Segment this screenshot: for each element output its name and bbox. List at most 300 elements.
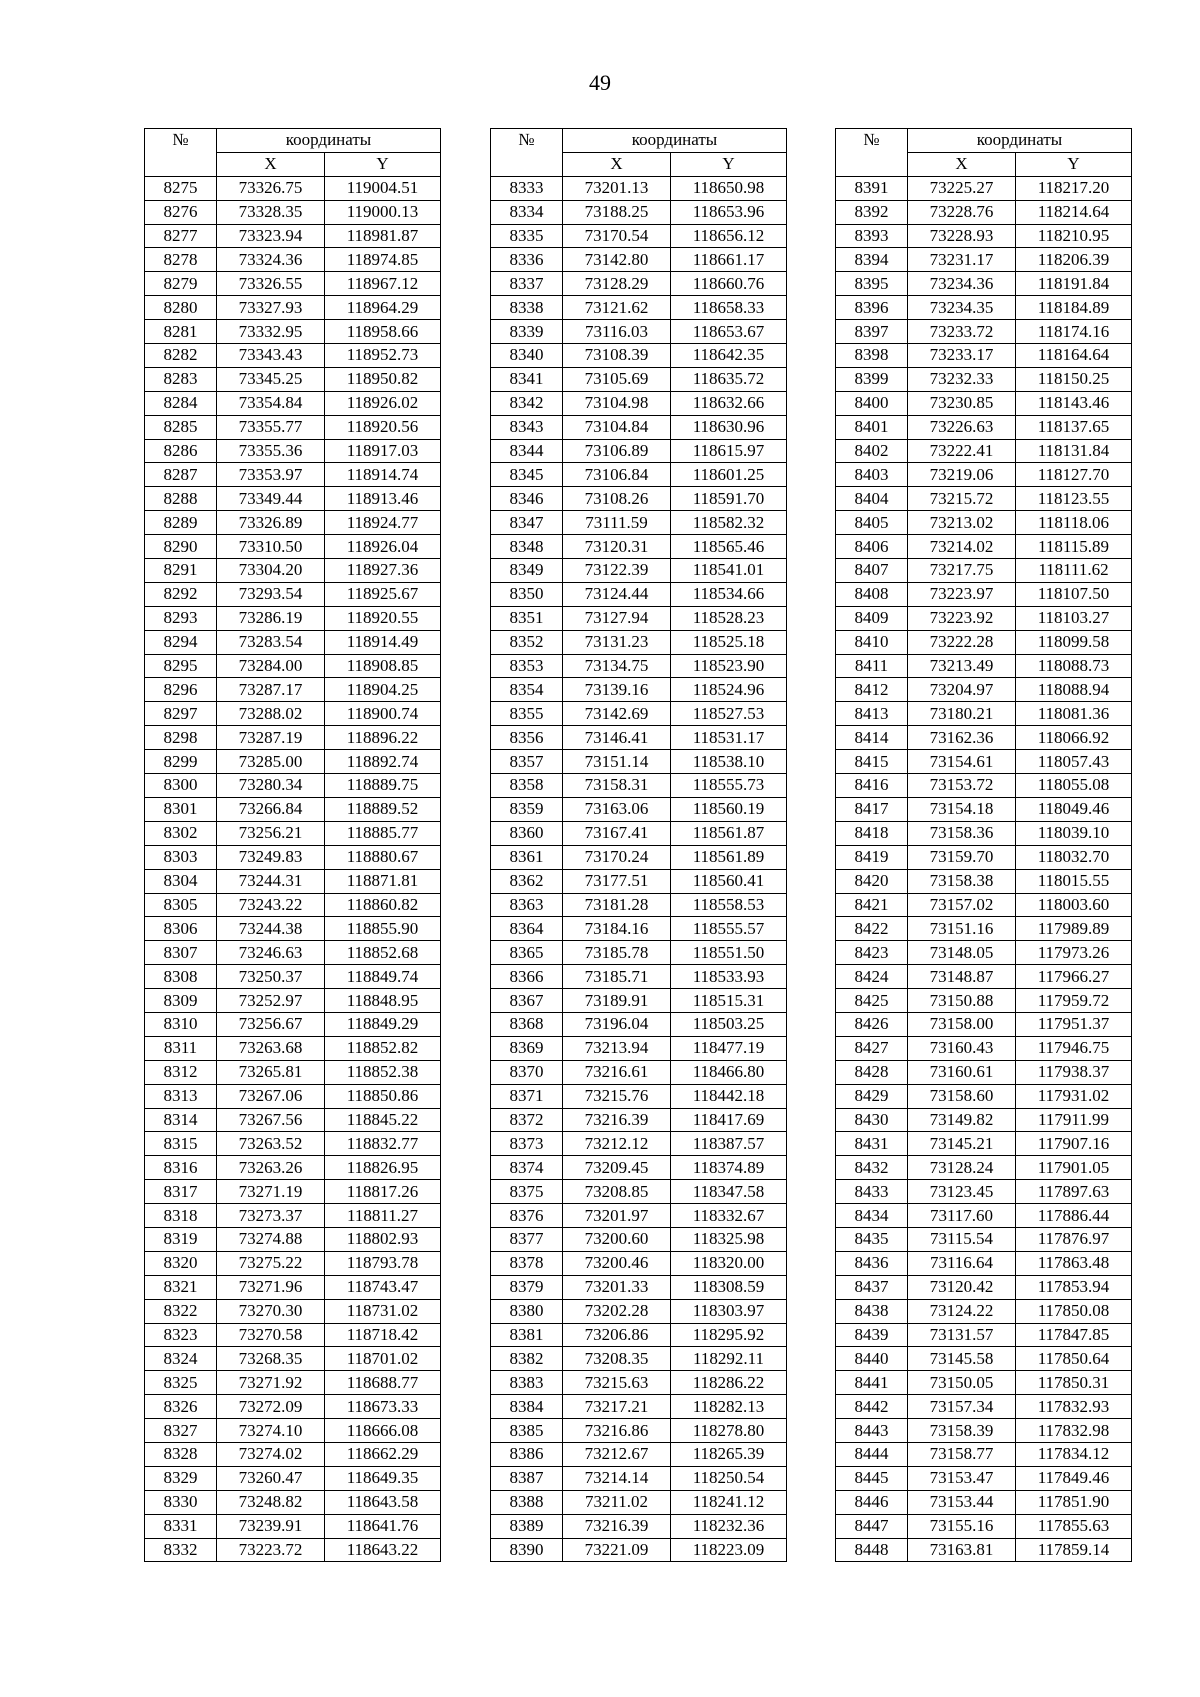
point-number: 8279 <box>145 272 217 296</box>
coordinate-x: 73221.09 <box>563 1538 671 1562</box>
point-number: 8283 <box>145 367 217 391</box>
point-number: 8325 <box>145 1371 217 1395</box>
coordinate-x: 73271.96 <box>217 1275 325 1299</box>
coordinate-x: 73163.81 <box>908 1538 1016 1562</box>
coordinate-x: 73123.45 <box>908 1180 1016 1204</box>
coordinate-x: 73157.34 <box>908 1395 1016 1419</box>
coordinate-x: 73213.94 <box>563 1036 671 1060</box>
point-number: 8398 <box>836 344 908 368</box>
table-row <box>491 869 787 893</box>
table-row <box>491 893 787 917</box>
point-number: 8309 <box>145 989 217 1013</box>
point-number: 8384 <box>491 1395 563 1419</box>
coordinate-y: 118206.39 <box>1016 248 1132 272</box>
table-row <box>836 582 1132 606</box>
point-number: 8447 <box>836 1514 908 1538</box>
table-row <box>836 1204 1132 1228</box>
coordinate-y: 118852.38 <box>325 1060 441 1084</box>
coordinate-y: 118099.58 <box>1016 630 1132 654</box>
coordinate-x: 73217.75 <box>908 559 1016 583</box>
coordinate-x: 73104.98 <box>563 391 671 415</box>
coordinate-x: 73250.37 <box>217 965 325 989</box>
table-row <box>491 989 787 1013</box>
coordinate-x: 73252.97 <box>217 989 325 1013</box>
coordinate-x: 73163.06 <box>563 797 671 821</box>
coordinate-y: 118850.86 <box>325 1084 441 1108</box>
table-row <box>145 869 441 893</box>
point-number: 8304 <box>145 869 217 893</box>
coordinate-y: 118143.46 <box>1016 391 1132 415</box>
coordinate-y: 117897.63 <box>1016 1180 1132 1204</box>
point-number: 8412 <box>836 678 908 702</box>
coordinate-x: 73215.63 <box>563 1371 671 1395</box>
table-row <box>491 1012 787 1036</box>
coordinate-y: 118950.82 <box>325 367 441 391</box>
coordinate-x: 73200.60 <box>563 1227 671 1251</box>
coordinate-x: 73185.78 <box>563 941 671 965</box>
table-row <box>836 869 1132 893</box>
header-coordinates: координаты <box>908 129 1132 153</box>
point-number: 8303 <box>145 845 217 869</box>
coordinate-y: 118661.17 <box>671 248 787 272</box>
coordinate-y: 118081.36 <box>1016 702 1132 726</box>
coordinate-y: 118981.87 <box>325 224 441 248</box>
table-row <box>836 200 1132 224</box>
point-number: 8352 <box>491 630 563 654</box>
point-number: 8441 <box>836 1371 908 1395</box>
table-row <box>145 1275 441 1299</box>
coordinate-x: 73270.30 <box>217 1299 325 1323</box>
coordinate-x: 73275.22 <box>217 1251 325 1275</box>
coordinate-y: 118615.97 <box>671 439 787 463</box>
coordinate-x: 73148.87 <box>908 965 1016 989</box>
coordinate-x: 73158.36 <box>908 821 1016 845</box>
table-row <box>836 1227 1132 1251</box>
table-row <box>836 1395 1132 1419</box>
coordinate-x: 73326.89 <box>217 511 325 535</box>
coordinate-y: 118558.53 <box>671 893 787 917</box>
point-number: 8288 <box>145 487 217 511</box>
point-number: 8406 <box>836 535 908 559</box>
coordinate-x: 73293.54 <box>217 582 325 606</box>
coordinate-y: 118524.96 <box>671 678 787 702</box>
point-number: 8440 <box>836 1347 908 1371</box>
table-row <box>836 1466 1132 1490</box>
coordinate-y: 118908.85 <box>325 654 441 678</box>
table-row <box>145 487 441 511</box>
table-row <box>491 320 787 344</box>
coordinate-x: 73284.00 <box>217 654 325 678</box>
coordinate-x: 73184.16 <box>563 917 671 941</box>
coordinate-x: 73268.35 <box>217 1347 325 1371</box>
point-number: 8281 <box>145 320 217 344</box>
coordinate-x: 73124.22 <box>908 1299 1016 1323</box>
coordinate-y: 118320.00 <box>671 1251 787 1275</box>
coordinate-y: 118860.82 <box>325 893 441 917</box>
point-number: 8351 <box>491 606 563 630</box>
table-row <box>145 1132 441 1156</box>
coordinate-y: 118650.98 <box>671 176 787 200</box>
point-number: 8334 <box>491 200 563 224</box>
coordinate-x: 73158.00 <box>908 1012 1016 1036</box>
coordinate-x: 73151.14 <box>563 750 671 774</box>
coordinate-y: 118643.58 <box>325 1490 441 1514</box>
point-number: 8333 <box>491 176 563 200</box>
coordinate-y: 118920.56 <box>325 415 441 439</box>
coordinate-y: 118137.65 <box>1016 415 1132 439</box>
coordinate-y: 118515.31 <box>671 989 787 1013</box>
point-number: 8405 <box>836 511 908 535</box>
point-number: 8419 <box>836 845 908 869</box>
coordinate-y: 118852.82 <box>325 1036 441 1060</box>
table-row <box>145 750 441 774</box>
table-row <box>836 176 1132 200</box>
coordinate-y: 118347.58 <box>671 1180 787 1204</box>
table-row <box>491 1466 787 1490</box>
coordinate-y: 118560.19 <box>671 797 787 821</box>
coordinate-x: 73286.19 <box>217 606 325 630</box>
point-number: 8433 <box>836 1180 908 1204</box>
coordinate-y: 118561.87 <box>671 821 787 845</box>
table-row <box>836 702 1132 726</box>
coordinate-x: 73332.95 <box>217 320 325 344</box>
table-row <box>836 1514 1132 1538</box>
table-row <box>491 463 787 487</box>
coordinate-x: 73153.44 <box>908 1490 1016 1514</box>
point-number: 8275 <box>145 176 217 200</box>
table-row <box>491 1108 787 1132</box>
table-row <box>491 367 787 391</box>
point-number: 8389 <box>491 1514 563 1538</box>
point-number: 8394 <box>836 248 908 272</box>
coordinate-x: 73216.39 <box>563 1108 671 1132</box>
coordinate-x: 73150.88 <box>908 989 1016 1013</box>
coordinate-y: 118123.55 <box>1016 487 1132 511</box>
table-row <box>491 272 787 296</box>
coordinate-y: 118088.94 <box>1016 678 1132 702</box>
point-number: 8367 <box>491 989 563 1013</box>
table-row <box>145 941 441 965</box>
table-row <box>145 1108 441 1132</box>
point-number: 8324 <box>145 1347 217 1371</box>
coordinate-x: 73274.02 <box>217 1442 325 1466</box>
header-y: Y <box>325 152 441 176</box>
coordinate-y: 118852.68 <box>325 941 441 965</box>
table-row <box>145 272 441 296</box>
table-row <box>145 1060 441 1084</box>
table-row <box>836 248 1132 272</box>
coordinate-y: 117851.90 <box>1016 1490 1132 1514</box>
table-row <box>491 1538 787 1562</box>
coordinate-y: 118914.49 <box>325 630 441 654</box>
point-number: 8310 <box>145 1012 217 1036</box>
coordinate-y: 117832.93 <box>1016 1395 1132 1419</box>
point-number: 8292 <box>145 582 217 606</box>
point-number: 8296 <box>145 678 217 702</box>
table-row <box>836 439 1132 463</box>
point-number: 8378 <box>491 1251 563 1275</box>
coordinate-y: 118900.74 <box>325 702 441 726</box>
point-number: 8439 <box>836 1323 908 1347</box>
header-coordinates: координаты <box>217 129 441 153</box>
point-number: 8425 <box>836 989 908 1013</box>
coordinate-y: 118528.23 <box>671 606 787 630</box>
table-row <box>491 1036 787 1060</box>
coordinate-y: 118534.66 <box>671 582 787 606</box>
table-row <box>491 1132 787 1156</box>
table-row <box>491 797 787 821</box>
table-row <box>491 965 787 989</box>
table-row <box>491 391 787 415</box>
table-row <box>145 1156 441 1180</box>
coordinate-y: 118164.64 <box>1016 344 1132 368</box>
coordinate-x: 73124.44 <box>563 582 671 606</box>
point-number: 8318 <box>145 1204 217 1228</box>
point-number: 8401 <box>836 415 908 439</box>
coordinate-y: 117863.48 <box>1016 1251 1132 1275</box>
table-row <box>836 774 1132 798</box>
point-number: 8280 <box>145 296 217 320</box>
coordinate-x: 73201.13 <box>563 176 671 200</box>
coordinate-x: 73209.45 <box>563 1156 671 1180</box>
table-row <box>491 1395 787 1419</box>
table-row <box>491 224 787 248</box>
coordinate-y: 118466.80 <box>671 1060 787 1084</box>
coordinate-x: 73274.88 <box>217 1227 325 1251</box>
point-number: 8429 <box>836 1084 908 1108</box>
point-number: 8366 <box>491 965 563 989</box>
coordinate-y: 118658.33 <box>671 296 787 320</box>
coordinate-x: 73108.39 <box>563 344 671 368</box>
point-number: 8326 <box>145 1395 217 1419</box>
coordinate-x: 73270.58 <box>217 1323 325 1347</box>
coordinate-x: 73288.02 <box>217 702 325 726</box>
coordinate-x: 73211.02 <box>563 1490 671 1514</box>
table-row <box>145 989 441 1013</box>
coordinate-x: 73208.85 <box>563 1180 671 1204</box>
coordinate-y: 118920.55 <box>325 606 441 630</box>
coordinate-y: 118964.29 <box>325 296 441 320</box>
table-row <box>491 559 787 583</box>
point-number: 8277 <box>145 224 217 248</box>
table-row <box>491 941 787 965</box>
table-row <box>836 941 1132 965</box>
coordinate-y: 118066.92 <box>1016 726 1132 750</box>
coordinate-x: 73153.72 <box>908 774 1016 798</box>
point-number: 8339 <box>491 320 563 344</box>
table-row <box>145 367 441 391</box>
header-row <box>145 129 441 153</box>
point-number: 8342 <box>491 391 563 415</box>
point-number: 8293 <box>145 606 217 630</box>
point-number: 8391 <box>836 176 908 200</box>
coordinate-y: 117901.05 <box>1016 1156 1132 1180</box>
table-row <box>145 1538 441 1562</box>
coordinate-y: 118417.69 <box>671 1108 787 1132</box>
coordinate-y: 118232.36 <box>671 1514 787 1538</box>
coordinate-x: 73326.55 <box>217 272 325 296</box>
coordinate-y: 118503.25 <box>671 1012 787 1036</box>
coordinate-y: 118601.25 <box>671 463 787 487</box>
table-row <box>491 774 787 798</box>
table-row <box>145 511 441 535</box>
point-number: 8424 <box>836 965 908 989</box>
point-number: 8423 <box>836 941 908 965</box>
table-row <box>836 367 1132 391</box>
point-number: 8418 <box>836 821 908 845</box>
coordinate-y: 118927.36 <box>325 559 441 583</box>
coordinate-x: 73208.35 <box>563 1347 671 1371</box>
point-number: 8306 <box>145 917 217 941</box>
point-number: 8390 <box>491 1538 563 1562</box>
point-number: 8320 <box>145 1251 217 1275</box>
point-number: 8282 <box>145 344 217 368</box>
coordinate-x: 73145.58 <box>908 1347 1016 1371</box>
header-number: № <box>836 129 908 177</box>
coordinate-y: 118662.29 <box>325 1442 441 1466</box>
table-row <box>836 272 1132 296</box>
coordinate-x: 73223.72 <box>217 1538 325 1562</box>
table-row <box>145 797 441 821</box>
coordinate-y: 118387.57 <box>671 1132 787 1156</box>
coordinate-x: 73127.94 <box>563 606 671 630</box>
point-number: 8411 <box>836 654 908 678</box>
point-number: 8359 <box>491 797 563 821</box>
table-row <box>145 1227 441 1251</box>
point-number: 8399 <box>836 367 908 391</box>
coordinate-x: 73120.42 <box>908 1275 1016 1299</box>
coordinate-x: 73158.77 <box>908 1442 1016 1466</box>
coordinate-y: 118174.16 <box>1016 320 1132 344</box>
point-number: 8414 <box>836 726 908 750</box>
coordinate-y: 118118.06 <box>1016 511 1132 535</box>
coordinate-y: 119004.51 <box>325 176 441 200</box>
coordinate-y: 117832.98 <box>1016 1419 1132 1443</box>
coordinate-y: 117850.08 <box>1016 1299 1132 1323</box>
coordinate-x: 73177.51 <box>563 869 671 893</box>
coordinate-x: 73167.41 <box>563 821 671 845</box>
coordinate-tables <box>144 128 1134 1578</box>
coordinate-y: 118958.66 <box>325 320 441 344</box>
table-row <box>145 296 441 320</box>
coordinate-x: 73153.47 <box>908 1466 1016 1490</box>
coordinate-y: 118184.89 <box>1016 296 1132 320</box>
coordinate-x: 73134.75 <box>563 654 671 678</box>
coordinate-y: 118802.93 <box>325 1227 441 1251</box>
coordinate-y: 118896.22 <box>325 726 441 750</box>
table-row <box>145 726 441 750</box>
coordinate-x: 73149.82 <box>908 1108 1016 1132</box>
coordinate-y: 118003.60 <box>1016 893 1132 917</box>
coordinate-y: 118374.89 <box>671 1156 787 1180</box>
point-number: 8436 <box>836 1251 908 1275</box>
coordinate-y: 118914.74 <box>325 463 441 487</box>
coordinate-x: 73231.17 <box>908 248 1016 272</box>
coordinate-y: 118210.95 <box>1016 224 1132 248</box>
coordinate-x: 73111.59 <box>563 511 671 535</box>
point-number: 8360 <box>491 821 563 845</box>
table-row <box>836 535 1132 559</box>
point-number: 8331 <box>145 1514 217 1538</box>
coordinate-x: 73128.24 <box>908 1156 1016 1180</box>
point-number: 8370 <box>491 1060 563 1084</box>
point-number: 8372 <box>491 1108 563 1132</box>
coordinate-y: 118292.11 <box>671 1347 787 1371</box>
coordinate-y: 118039.10 <box>1016 821 1132 845</box>
point-number: 8426 <box>836 1012 908 1036</box>
coordinate-y: 117911.99 <box>1016 1108 1132 1132</box>
coordinate-y: 118191.84 <box>1016 272 1132 296</box>
point-number: 8278 <box>145 248 217 272</box>
coordinate-x: 73106.89 <box>563 439 671 463</box>
coordinate-y: 117876.97 <box>1016 1227 1132 1251</box>
coordinate-y: 118325.98 <box>671 1227 787 1251</box>
coordinate-x: 73142.80 <box>563 248 671 272</box>
coordinate-x: 73142.69 <box>563 702 671 726</box>
table-row <box>836 463 1132 487</box>
table-row <box>836 917 1132 941</box>
coordinate-y: 119000.13 <box>325 200 441 224</box>
coordinate-y: 118952.73 <box>325 344 441 368</box>
coordinate-y: 117834.12 <box>1016 1442 1132 1466</box>
table-row <box>491 1299 787 1323</box>
coordinate-x: 73154.61 <box>908 750 1016 774</box>
header-coordinates: координаты <box>563 129 787 153</box>
point-number: 8362 <box>491 869 563 893</box>
point-number: 8400 <box>836 391 908 415</box>
table-row <box>836 1036 1132 1060</box>
coordinate-x: 73304.20 <box>217 559 325 583</box>
coordinate-y: 118217.20 <box>1016 176 1132 200</box>
table-row <box>145 893 441 917</box>
coordinate-x: 73170.24 <box>563 845 671 869</box>
coordinate-y: 118653.67 <box>671 320 787 344</box>
point-number: 8361 <box>491 845 563 869</box>
point-number: 8375 <box>491 1180 563 1204</box>
point-number: 8356 <box>491 726 563 750</box>
table-row <box>491 654 787 678</box>
coordinate-x: 73105.69 <box>563 367 671 391</box>
point-number: 8316 <box>145 1156 217 1180</box>
table-row <box>145 1371 441 1395</box>
table-row <box>145 1514 441 1538</box>
point-number: 8307 <box>145 941 217 965</box>
table-row <box>145 702 441 726</box>
point-number: 8287 <box>145 463 217 487</box>
coordinate-x: 73260.47 <box>217 1466 325 1490</box>
coordinate-x: 73158.39 <box>908 1419 1016 1443</box>
coordinate-y: 118926.02 <box>325 391 441 415</box>
header-row <box>836 129 1132 153</box>
table-row <box>491 1419 787 1443</box>
point-number: 8323 <box>145 1323 217 1347</box>
coordinate-x: 73345.25 <box>217 367 325 391</box>
coordinate-x: 73223.97 <box>908 582 1016 606</box>
table-row <box>836 511 1132 535</box>
point-number: 8408 <box>836 582 908 606</box>
table-row <box>836 750 1132 774</box>
table-row <box>836 391 1132 415</box>
coordinate-y: 117855.63 <box>1016 1514 1132 1538</box>
coordinate-x: 73234.35 <box>908 296 1016 320</box>
coordinate-x: 73128.29 <box>563 272 671 296</box>
coordinate-x: 73244.38 <box>217 917 325 941</box>
header-number: № <box>145 129 217 177</box>
table-row <box>836 726 1132 750</box>
coordinate-x: 73122.39 <box>563 559 671 583</box>
table-row <box>145 415 441 439</box>
table-row <box>836 487 1132 511</box>
